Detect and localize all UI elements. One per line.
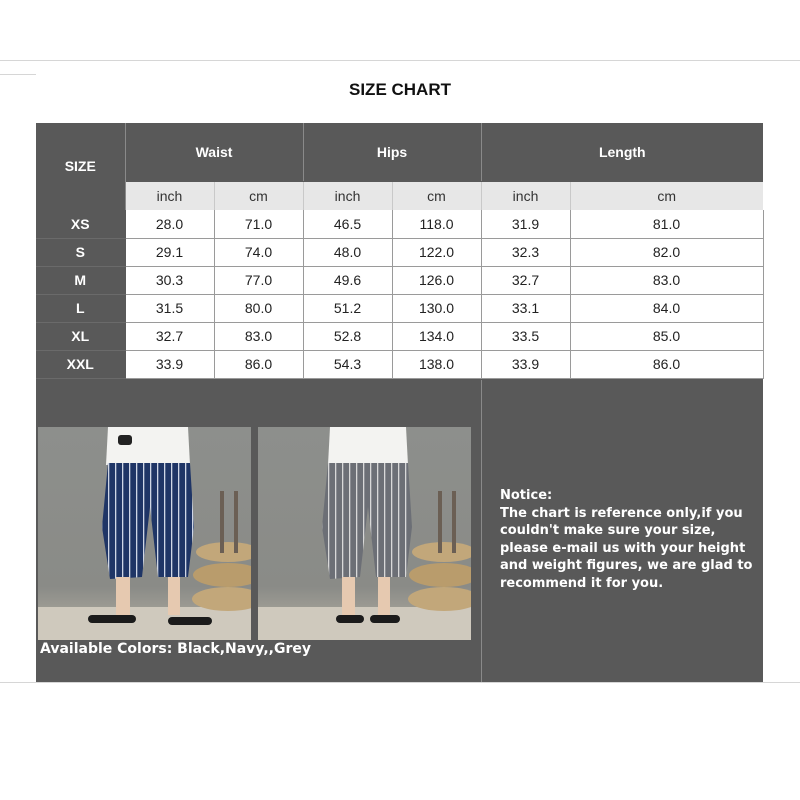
size-chart-table [36,123,764,379]
top-rule-short [0,74,36,75]
product-photo-grey [258,427,471,640]
measurement-cell: 30.3 [125,266,214,294]
measurement-cell: 138.0 [392,350,481,378]
grey-pants-illustration [258,427,471,640]
unit-row [36,182,763,211]
bottom-rule [0,682,800,683]
measurement-cell: 74.0 [214,238,303,266]
size-label: M [36,266,125,294]
unit-header: cm [570,182,763,211]
notice-block [500,487,762,592]
measurement-cell: 130.0 [392,294,481,322]
measurement-cell: 32.7 [481,266,570,294]
product-photo-navy [38,427,251,640]
navy-pants-illustration [38,427,251,640]
size-header: SIZE [36,123,125,210]
notice-heading: Notice: [500,488,553,503]
measurement-cell: 28.0 [125,210,214,238]
measurement-cell: 134.0 [392,322,481,350]
measurement-cell: 86.0 [214,350,303,378]
size-label: XXL [36,350,125,378]
measurement-cell: 33.9 [481,350,570,378]
size-label: XS [36,210,125,238]
measurement-cell: 46.5 [303,210,392,238]
measurement-cell: 126.0 [392,266,481,294]
size-label: XL [36,322,125,350]
measurement-cell: 33.1 [481,294,570,322]
measurement-cell: 52.8 [303,322,392,350]
measurement-cell: 84.0 [570,294,763,322]
measurement-cell: 80.0 [214,294,303,322]
measurement-cell: 29.1 [125,238,214,266]
page-title: SIZE CHART [349,80,451,99]
unit-header: inch [303,182,392,211]
measurement-cell: 33.5 [481,322,570,350]
measurement-cell: 83.0 [214,322,303,350]
size-label: L [36,294,125,322]
unit-header: inch [481,182,570,211]
table-row [36,294,763,322]
measurement-cell: 81.0 [570,210,763,238]
measurement-cell: 31.5 [125,294,214,322]
available-colors-text: Available Colors: Black,Navy,,Grey [40,641,311,657]
measurement-cell: 118.0 [392,210,481,238]
measurement-cell: 33.9 [125,350,214,378]
unit-header: cm [392,182,481,211]
table-row [36,350,763,378]
measurement-cell: 77.0 [214,266,303,294]
size-label: S [36,238,125,266]
measurement-cell: 31.9 [481,210,570,238]
unit-header: inch [125,182,214,211]
measurement-cell: 32.7 [125,322,214,350]
measurement-cell: 49.6 [303,266,392,294]
measurement-cell: 85.0 [570,322,763,350]
group-header-length: Length [481,123,763,182]
measurement-cell: 54.3 [303,350,392,378]
measurement-cell: 83.0 [570,266,763,294]
measurement-cell: 48.0 [303,238,392,266]
measurement-cell: 32.3 [481,238,570,266]
table-body [36,210,763,378]
table-row [36,210,763,238]
measurement-cell: 82.0 [570,238,763,266]
notice-body: The chart is reference only,if you couldn't make sure your size, please e-mail us with your height and weight figures, we are glad to recommend it for you. [500,505,753,591]
panel-divider [481,380,482,682]
group-header-hips: Hips [303,123,481,182]
measurement-cell: 122.0 [392,238,481,266]
measurement-cell: 86.0 [570,350,763,378]
header-group-row [36,123,763,182]
top-rule [0,60,800,61]
table-row [36,266,763,294]
measurement-cell: 71.0 [214,210,303,238]
table-row [36,238,763,266]
group-header-waist: Waist [125,123,303,182]
unit-header: cm [214,182,303,211]
table-row [36,322,763,350]
measurement-cell: 51.2 [303,294,392,322]
